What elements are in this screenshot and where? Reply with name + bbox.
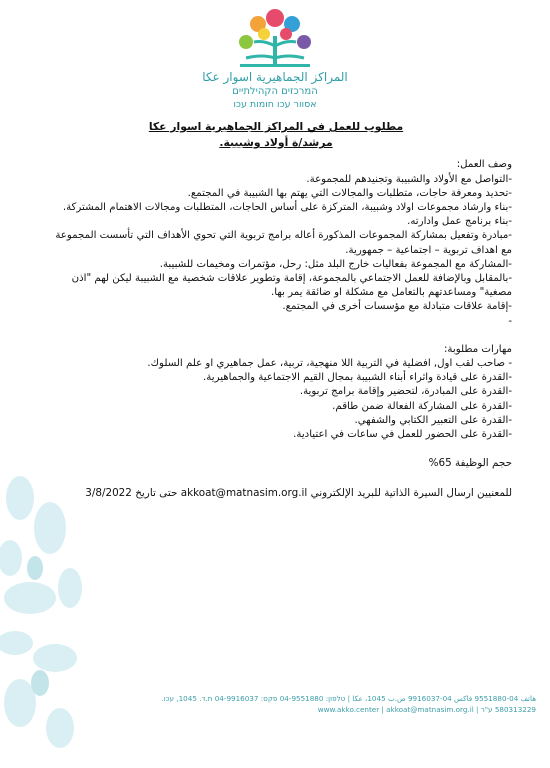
org-name-arabic: المراكز الجماهيرية اسوار عكا — [202, 70, 348, 84]
list-item: -القدرة على التعبير الكتابي والشفهي. — [354, 414, 512, 426]
list-item: -إقامة علاقات متبادلة مع مؤسسات أخرى في المجتمع. — [282, 301, 512, 313]
tree-logo-icon — [234, 6, 316, 70]
list-item: -القدرة على المبادرة، لتحضير وإقامة برامج تربوية. — [299, 386, 512, 398]
list-item: -المشاركة مع المجموعة بفعاليات خارج البلد مثل: رحل، مؤتمرات ومخيمات للشبيبة. — [159, 258, 512, 270]
job-description-heading: وصف العمل: — [456, 159, 512, 171]
decorative-flower-watermark-icon — [0, 468, 120, 768]
list-item: مصغية" ومساعدتهم بالتعامل مع مشكلة او ضائقة يمر بها. — [270, 287, 512, 299]
skills-heading: مهارات مطلوبة: — [443, 343, 512, 355]
posting-title: مطلوب للعمل في المراكز الجماهيرية اسوار عكا — [148, 120, 404, 133]
header-logo-area — [0, 0, 550, 115]
list-item: - — [508, 315, 512, 327]
list-item: -القدرة على الحضور للعمل في ساعات في اعتيادية. — [293, 429, 512, 441]
contact-instructions: للمعنيين ارسال السيرة الذاتية للبريد الإلكتروني akkoat@matnasim.org.il حتى تاريخ 3/8/2022 — [85, 487, 512, 500]
list-item: -بناء وارشاد مجموعات اولاد وشبيبة، المتركزة على أساس الحاجات، المتطلبات ومجالات الاهتمام المشتركة. — [62, 202, 512, 214]
posting-position: مرشد/ة أولاد وشبيبة. — [219, 136, 333, 150]
footer-web-line: 580313229 ע"ר | www.akko.center | akkoat@matnasim.org.il — [317, 705, 536, 714]
list-item: مع اهداف تربوية – اجتماعية – جمهورية. — [345, 244, 512, 256]
org-subtitle: אסוור עכו חומות עכו — [233, 99, 317, 110]
skills-list — [40, 357, 512, 442]
list-item: -القدرة على قيادة واثراء أبناء الشبيبة بمجال القيم الاجتماعية والجماهيرية. — [203, 372, 512, 384]
list-item: -بالمقابل وبالإضافة للعمل الاجتماعي بالمجموعة، إقامة وتطوير علاقات شخصية مع الشبيبة ليكن لهم "اذن — [71, 273, 512, 285]
list-item: -تحديد ومعرفة حاجات، متطلبات والمجالات التي يهتم بها الشبيبة في المجتمع. — [187, 187, 512, 199]
job-size-text: حجم الوظيفة 65% — [428, 457, 512, 470]
list-item: -مبادرة وتفعيل بمشاركة المجموعات المذكورة أعاله برامج تربوية التي تحوي الأهداف التي تأسست المجموعة — [55, 230, 512, 242]
job-posting-body — [40, 120, 512, 501]
list-item: -التواصل مع الأولاد والشبيبة وتجنيدهم للمجموعة. — [306, 173, 512, 185]
org-name-hebrew: המרכזים הקהילתיים — [232, 86, 318, 97]
job-description-list — [40, 173, 512, 329]
footer-address-line: هاتف 04-9551880 فاكس 04-9916037 ص.ب 1045، عكا | טלפון: 04-9551880 פקס: 04-9916037 ת.ד. 1045, עכו. — [161, 694, 536, 703]
list-item: - صاحب لقب اول, افضلية في التربية اللا منهجية، تربية، عمل جماهيري او علم السلوك. — [147, 358, 512, 370]
footer-contact-info — [80, 693, 536, 715]
list-item: -القدرة على المشاركة الفعالة ضمن طاقم. — [332, 400, 512, 412]
list-item: -بناء برنامج عمل وادارته. — [407, 216, 512, 228]
